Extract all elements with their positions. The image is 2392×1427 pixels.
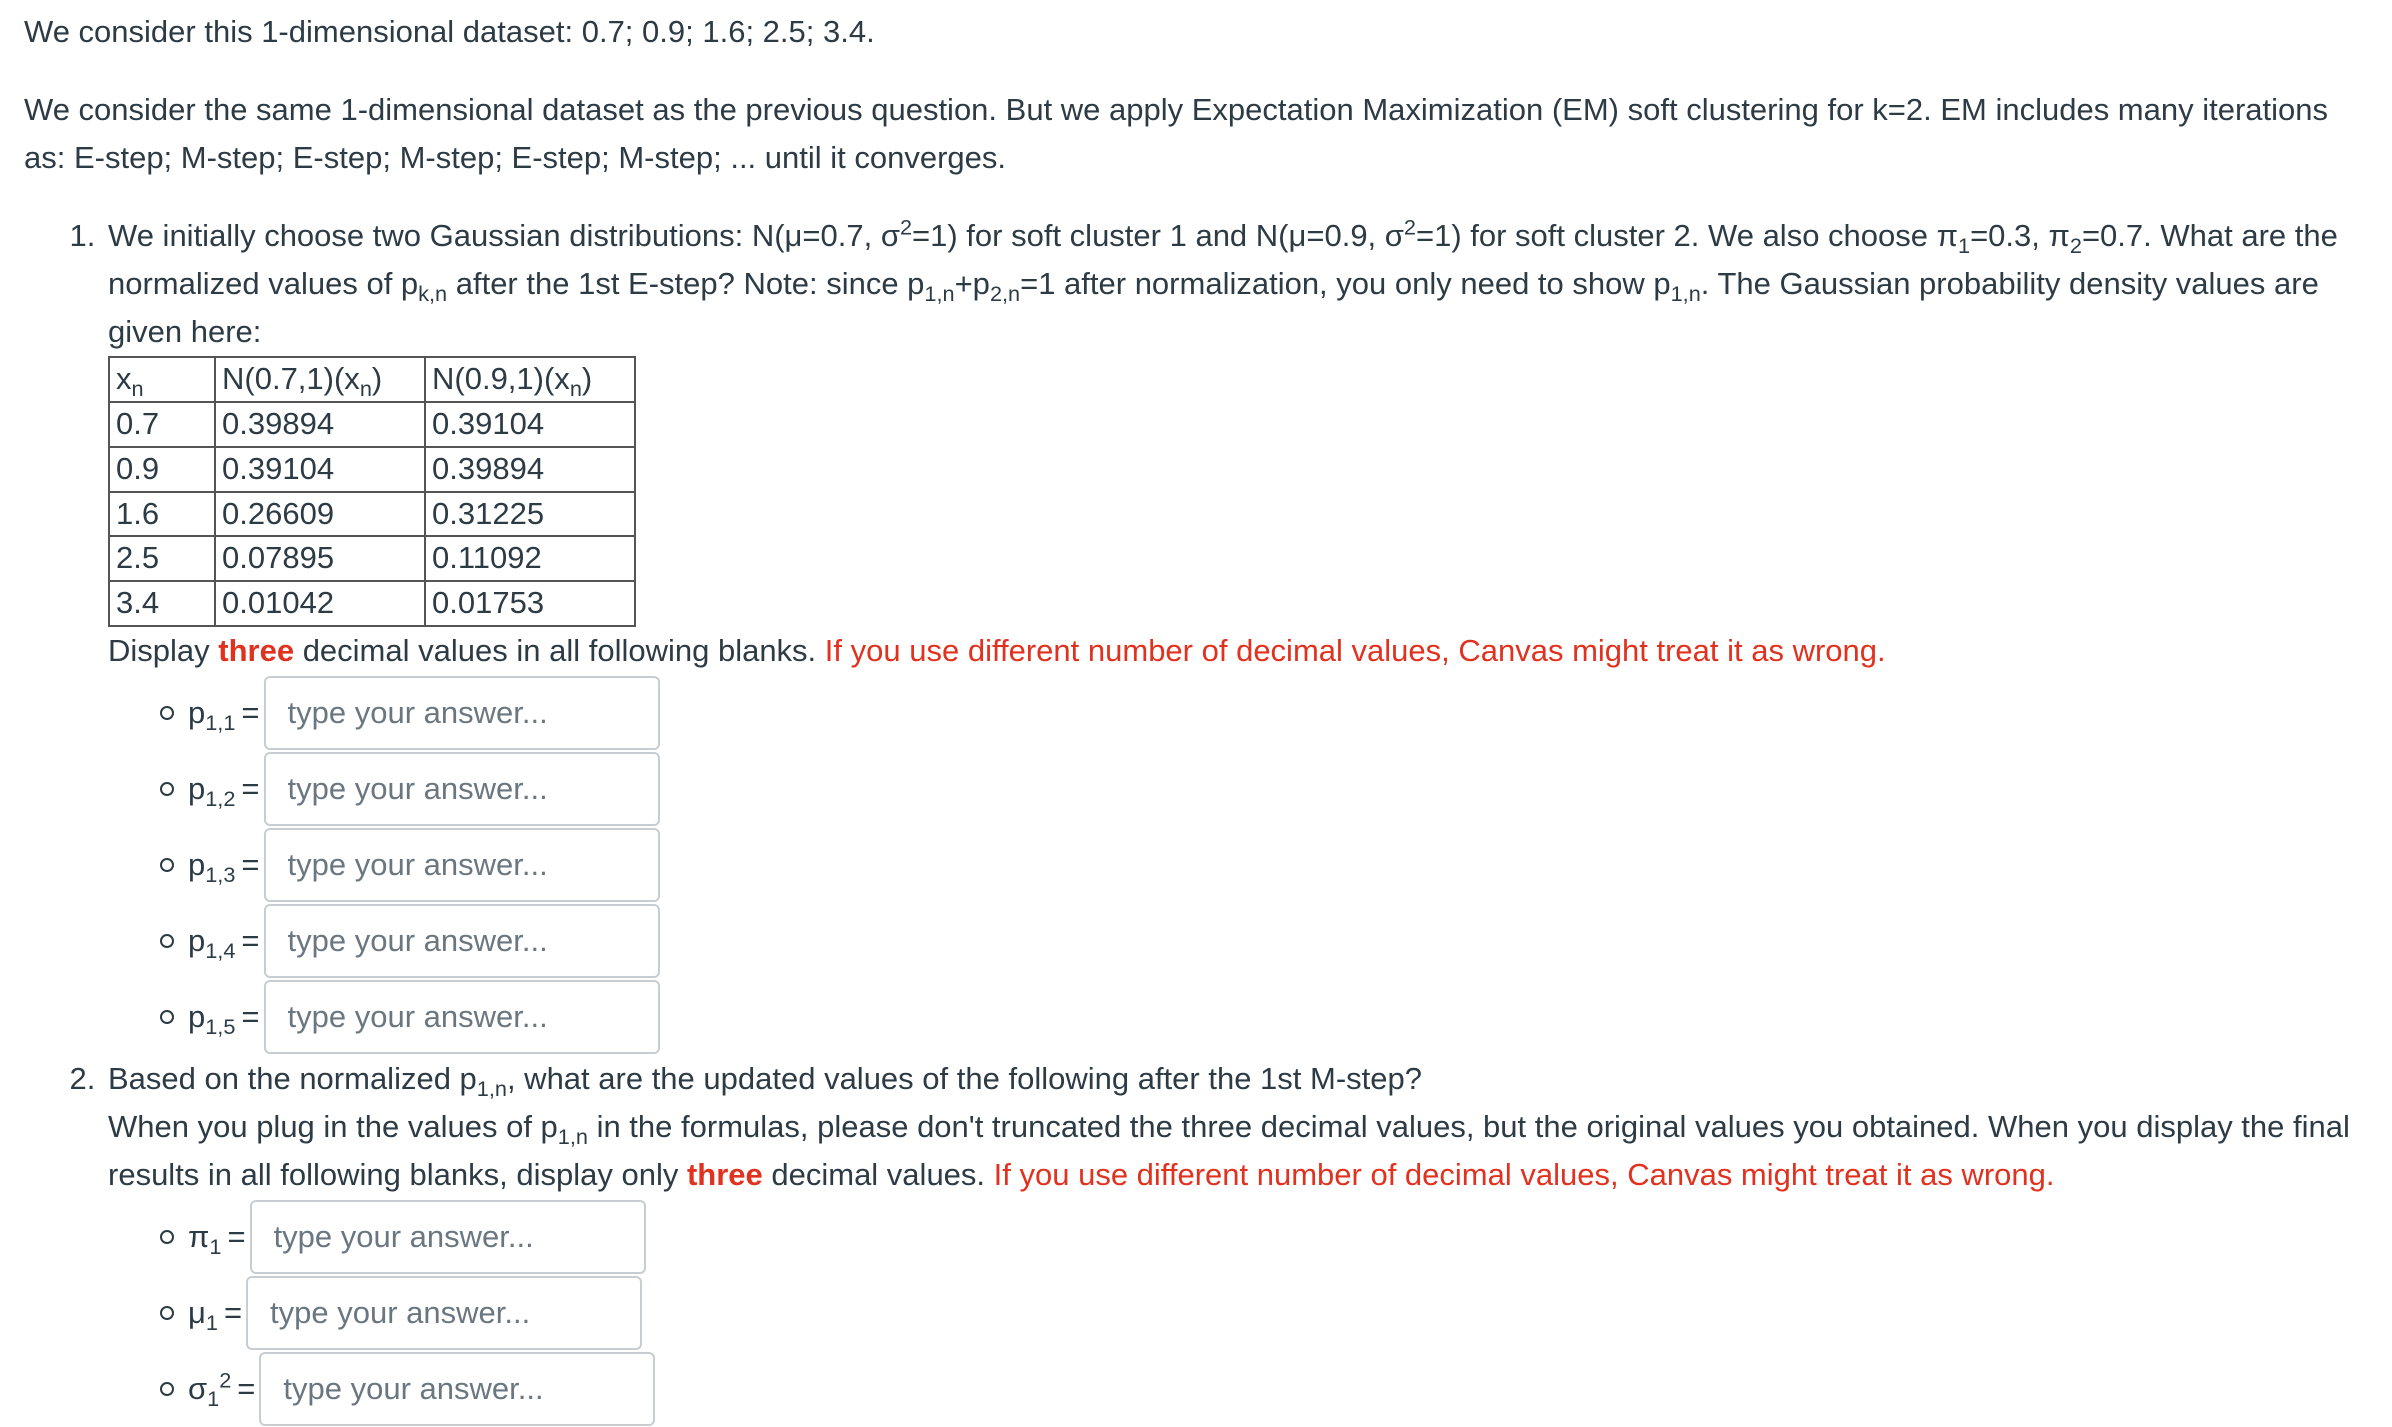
bullet-icon [160,1306,174,1320]
blank-p-1-5 [160,979,2368,1055]
m-step-blanks [108,1199,2368,1427]
gaussian-density-table [108,356,636,627]
cell-n2: 0.31225 [425,492,635,537]
cell-x: 1.6 [109,492,215,537]
cell-n1: 0.26609 [215,492,425,537]
cell-n1: 0.01042 [215,581,425,626]
decimal-instruction: Display three decimal values in all following blanks. If you use different number of decimal values, Canvas might treat it as wrong. [108,632,1886,668]
cell-n2: 0.39104 [425,402,635,447]
blank-label: $\pi_1$ = [188,1218,246,1260]
blank-p-1-3 [160,827,2368,903]
blank-p-1-1 [160,675,2368,751]
header-x: $x_n$ [109,357,215,402]
question-1-text: 1. We initially choose two Gaussian distributions: N(μ=0.7, $\sigma^2=1$) for soft cluster 1 and N(μ=0.9, $\sigma^2=1$) for soft cluster 2. We also choose $\pi_1=0.3$, $\pi_2=0.7$. What are the normalized values of $p_{k,n}$ after the 1st E-step? Note: since $p_{1,n}+p_{2,n}=1$ after normalization, you only need to show $p_{1,n}$. The Gaussian probability density values are given here: [108,214,2338,350]
answer-input-pi1[interactable] [250,1200,646,1274]
canvas-warning: If you use different number of decimal values, Canvas might treat it as wrong. [824,632,1886,668]
table-header-row [109,357,635,402]
cell-n2: 0.11092 [425,536,635,581]
answer-input-mu1[interactable] [246,1276,642,1350]
question-1 [104,212,2368,1055]
blank-mu-1 [160,1275,2368,1351]
answer-input-p14[interactable] [264,904,660,978]
question-2-line-2: When you plug in the values of $p_{1,n}$ in the formulas, please don't truncated the three decimal values, but the original values you obtained. When you display the final results in all following blanks, display only three decimal values. If you use different number of decimal values, Canvas might treat it as wrong. [108,1108,2350,1192]
blank-p-1-2 [160,751,2368,827]
cell-x: 0.9 [109,447,215,492]
table-row [109,492,635,537]
question-2-line-1: 2. Based on the normalized $p_{1,n}$, what are the updated values of the following after the 1st M-step? [108,1060,1422,1102]
header-n1: $N(0.7,1)(x_n)$ [215,357,425,402]
cell-x: 3.4 [109,581,215,626]
bullet-icon [160,1382,174,1396]
table-row [109,536,635,581]
question-lead: We consider the same 1-dimensional dataset as the previous question. But we apply Expectation Maximization (EM) soft clustering for k=2. EM includes many iterations as: E-step; M-step; E-step; M-step; E-step; M-step; ... until it converges. [24,92,2329,176]
bullet-icon [160,1010,174,1024]
answer-input-p12[interactable] [264,752,660,826]
bullet-icon [160,1230,174,1244]
question-list [24,212,2368,1427]
table-row [109,447,635,492]
blank-sigma-sq-1 [160,1351,2368,1427]
cell-n1: 0.07895 [215,536,425,581]
cell-x: 0.7 [109,402,215,447]
blank-pi-1 [160,1199,2368,1275]
question-2 [104,1055,2368,1427]
e-step-blanks [108,675,2368,1055]
blank-label: $\mu_1$ = [188,1294,243,1336]
blank-label: $p_{1,5}$ = [188,998,260,1039]
table-row [109,581,635,626]
table-row [109,402,635,447]
header-n2: $N(0.9,1)(x_n)$ [425,357,635,402]
answer-input-p11[interactable] [264,676,660,750]
blank-label: $p_{1,2}$ = [188,770,260,811]
answer-input-p13[interactable] [264,828,660,902]
cell-x: 2.5 [109,536,215,581]
blank-label: $p_{1,4}$ = [188,922,260,963]
blank-label: $\sigma_1^2$ = [188,1367,256,1412]
cell-n2: 0.01753 [425,581,635,626]
bullet-icon [160,934,174,948]
bullet-icon [160,858,174,872]
bullet-icon [160,706,174,720]
cell-n2: 0.39894 [425,447,635,492]
cell-n1: 0.39894 [215,402,425,447]
blank-label: $p_{1,3}$ = [188,846,260,887]
cell-n1: 0.39104 [215,447,425,492]
answer-input-sigma1[interactable] [259,1352,655,1426]
blank-p-1-4 [160,903,2368,979]
canvas-warning: If you use different number of decimal values, Canvas might treat it as wrong. [993,1156,2055,1192]
blank-label: $p_{1,1}$ = [188,694,260,735]
dataset-intro: We consider this 1-dimensional dataset: 0.7; 0.9; 1.6; 2.5; 3.4. [24,14,875,49]
bullet-icon [160,782,174,796]
answer-input-p15[interactable] [264,980,660,1054]
